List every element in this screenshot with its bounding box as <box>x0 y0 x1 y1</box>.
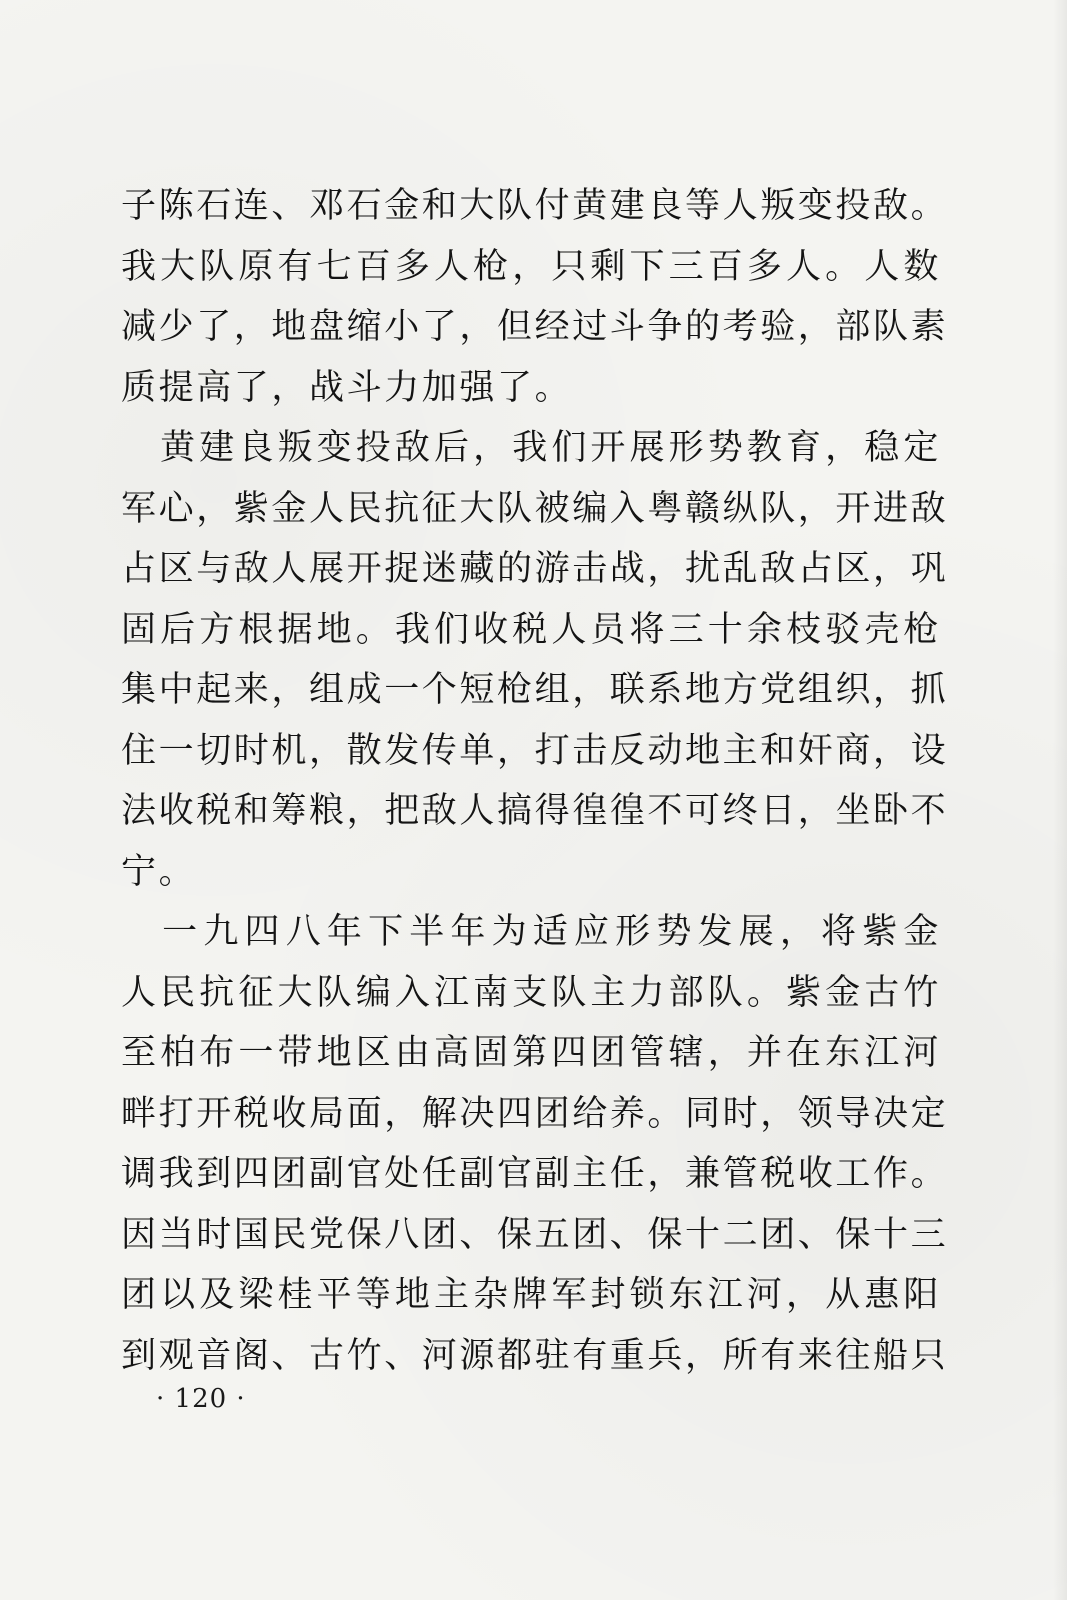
text-line: 减少了，地盘缩小了，但经过斗争的考验，部队素 <box>121 307 949 347</box>
text-line: 黄建良叛变投敌后，我们开展形势教育，稳定 <box>121 428 941 468</box>
text-line: 到观音阁、古竹、河源都驻有重兵，所有来往船只 <box>121 1335 949 1376</box>
text-line: 军心，紫金人民抗征大队被编入粤赣纵队，开进敌 <box>121 488 949 529</box>
page-number: · 120 · <box>156 1384 246 1414</box>
text-line: 住一切时机，散发传单，打击反动地主和奸商，设 <box>121 730 949 771</box>
text-line: 法收税和筹粮，把敌人搞得徨徨不可终日，坐卧不 <box>121 791 949 831</box>
text-line: 我大队原有七百多人枪，只剩下三百多人。人数 <box>121 246 941 287</box>
text-line: 子陈石连、邓石金和大队付黄建良等人叛变投敌。 <box>121 186 949 226</box>
body-text <box>121 176 949 1386</box>
text-line: 一九四八年下半年为适应形势发展，将紫金 <box>121 912 941 952</box>
text-line: 质提高了，战斗力加强了。 <box>121 367 573 408</box>
text-line: 至柏布一带地区由高固第四团管辖，并在东江河 <box>121 1033 941 1073</box>
page-edge-shadow <box>1053 0 1067 1600</box>
text-line: 团以及梁桂平等地主杂牌军封锁东江河，从惠阳 <box>121 1275 941 1315</box>
text-line: 固后方根据地。我们收税人员将三十余枝驳壳枪 <box>121 609 941 650</box>
text-line: 宁。 <box>121 851 197 892</box>
text-line: 因当时国民党保八团、保五团、保十二团、保十三 <box>121 1214 949 1255</box>
text-line: 调我到四团副官处任副官副主任，兼管税收工作。 <box>121 1154 949 1194</box>
text-line: 集中起来，组成一个短枪组，联系地方党组织，抓 <box>121 670 949 710</box>
text-line: 占区与敌人展开捉迷藏的游击战，扰乱敌占区，巩 <box>121 549 949 589</box>
text-line: 畔打开税收局面，解决四团给养。同时，领导决定 <box>121 1093 949 1134</box>
text-line: 人民抗征大队编入江南支队主力部队。紫金古竹 <box>121 972 941 1013</box>
